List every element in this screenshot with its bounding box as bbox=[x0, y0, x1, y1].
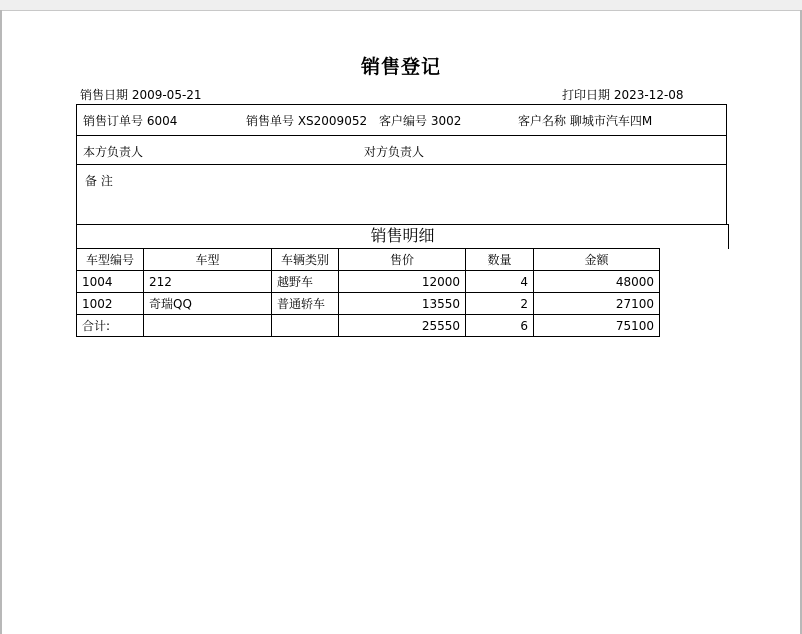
table-row bbox=[77, 271, 660, 293]
total-empty-cell bbox=[272, 315, 339, 337]
model-cell: 奇瑞QQ bbox=[144, 293, 272, 315]
print-date: 打印日期 2023-12-08 bbox=[562, 88, 684, 102]
total-price-cell: 25550 bbox=[339, 315, 466, 337]
header-divider bbox=[77, 164, 726, 165]
price-cell: 12000 bbox=[339, 271, 466, 293]
column-header: 售价 bbox=[339, 249, 466, 271]
column-header: 车型 bbox=[144, 249, 272, 271]
total-quantity-cell: 6 bbox=[466, 315, 534, 337]
our-responsible-person: 本方负责人 bbox=[83, 145, 144, 159]
quantity-cell: 4 bbox=[466, 271, 534, 293]
left-page-edge bbox=[0, 10, 2, 634]
model-code-cell: 1002 bbox=[77, 293, 144, 315]
header-info-box bbox=[76, 104, 727, 225]
total-row bbox=[77, 315, 660, 337]
quantity-cell: 2 bbox=[466, 293, 534, 315]
other-responsible-person: 对方负责人 bbox=[364, 145, 425, 159]
order-number: 销售订单号 6004 bbox=[83, 114, 178, 128]
amount-cell: 48000 bbox=[534, 271, 660, 293]
sales-detail-table bbox=[76, 248, 660, 337]
column-header: 车辆类别 bbox=[272, 249, 339, 271]
total-label-cell: 合计: bbox=[77, 315, 144, 337]
total-empty-cell bbox=[144, 315, 272, 337]
vehicle-category-cell: 越野车 bbox=[272, 271, 339, 293]
detail-section-title: 销售明细 bbox=[76, 224, 729, 249]
table-header-row bbox=[77, 249, 660, 271]
table-row bbox=[77, 293, 660, 315]
top-strip bbox=[0, 0, 802, 11]
price-cell: 13550 bbox=[339, 293, 466, 315]
remarks-label: 备 注 bbox=[85, 174, 113, 188]
column-header: 车型编号 bbox=[77, 249, 144, 271]
model-cell: 212 bbox=[144, 271, 272, 293]
sale-number: 销售单号 XS2009052 bbox=[246, 114, 368, 128]
column-header: 数量 bbox=[466, 249, 534, 271]
column-header: 金额 bbox=[534, 249, 660, 271]
amount-cell: 27100 bbox=[534, 293, 660, 315]
document-title: 销售登记 bbox=[360, 56, 441, 78]
customer-number: 客户编号 3002 bbox=[379, 114, 462, 128]
sale-date: 销售日期 2009-05-21 bbox=[80, 88, 202, 102]
customer-name: 客户名称 聊城市汽车四M bbox=[518, 114, 653, 128]
header-divider bbox=[77, 135, 726, 136]
vehicle-category-cell: 普通轿车 bbox=[272, 293, 339, 315]
model-code-cell: 1004 bbox=[77, 271, 144, 293]
total-amount-cell: 75100 bbox=[534, 315, 660, 337]
